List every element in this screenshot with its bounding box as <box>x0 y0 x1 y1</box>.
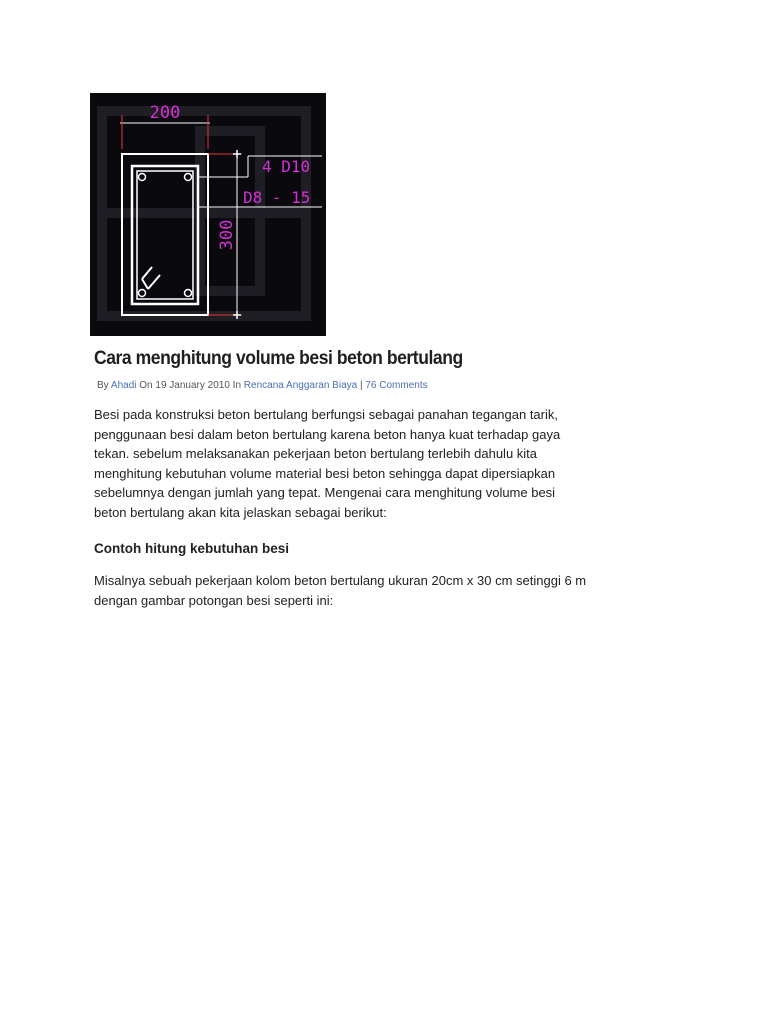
meta-date: On 19 January 2010 In <box>136 380 244 391</box>
comments-link: 76 Comments <box>365 380 428 391</box>
author-link: Ahadi <box>110 380 137 391</box>
meta-separator: | <box>357 380 366 391</box>
section-heading: Contoh hitung kebutuhan besi <box>94 541 289 556</box>
bars-label: 4 D10 <box>262 157 311 176</box>
article-title: Cara menghitung volume besi beton bertulang <box>94 347 463 369</box>
category-link: Rencana Anggaran Biaya <box>243 380 358 391</box>
stirrup-label: D8 - 15 <box>243 188 311 207</box>
height-label: 300 <box>217 219 237 251</box>
article-meta <box>97 380 428 391</box>
column-section-drawing <box>90 93 326 336</box>
rebar-bars <box>139 174 192 297</box>
column-section-svg <box>90 93 326 336</box>
meta-by: By <box>97 380 111 391</box>
width-label: 200 <box>149 103 181 123</box>
stirrup-hook <box>142 267 160 289</box>
intro-paragraph: Besi pada konstruksi beton bertulang berfungsi sebagai panahan tegangan tarik, penggunaan besi dalam beton bertulang karena beton hanya kuat terhadap gaya tekan. sebelum melaksanakan pekerjaan beton bertulang terlebih dahulu kita menghitung kebutuhan volume material besi beton sehingga dapat dipersiapkan sebelumnya dengan jumlah yang tepat. Mengenai cara menghitung volume besi beton bertulang akan kita jelaskan sebagai berikut: <box>94 407 561 520</box>
example-paragraph: Misalnya sebuah pekerjaan kolom beton bertulang ukuran 20cm x 30 cm setinggi 6 m dengan gambar potongan besi seperti ini: <box>94 573 587 608</box>
